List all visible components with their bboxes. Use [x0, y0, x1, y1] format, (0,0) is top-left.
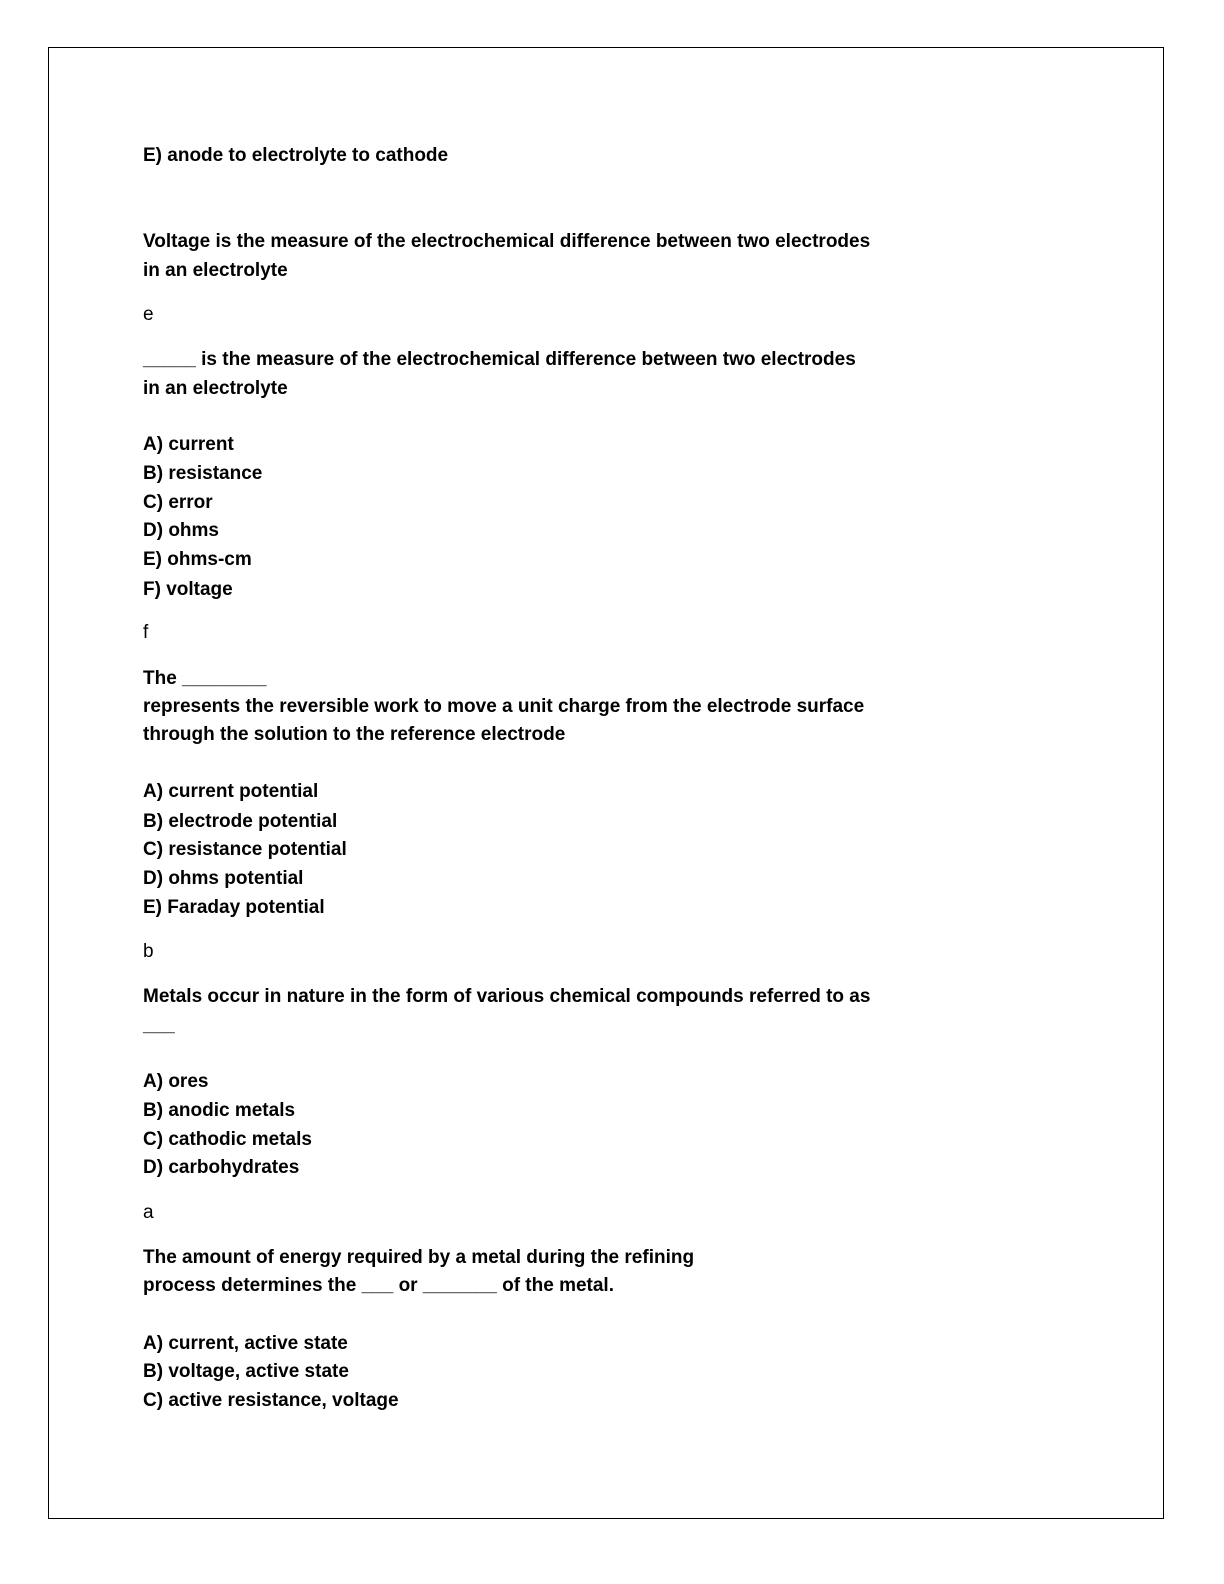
q3-option-a: A) ores — [143, 1071, 209, 1092]
q2-text-line-3: through the solution to the reference electrode — [143, 724, 566, 745]
q3-option-d: D) carbohydrates — [143, 1157, 300, 1178]
q1-option-d: D) ohms — [143, 520, 219, 541]
statement-line-1: Voltage is the measure of the electrochemical difference between two electrodes — [143, 231, 871, 252]
statement-line-2: in an electrolyte — [143, 260, 288, 281]
q4-option-a: A) current, active state — [143, 1333, 348, 1354]
q2-text-line-1: The ________ — [143, 668, 267, 689]
q2-option-d: D) ohms potential — [143, 868, 304, 889]
q1-option-f: F) voltage — [143, 579, 233, 600]
answer-letter: e — [143, 304, 154, 325]
q4-text-line-1: The amount of energy required by a metal during the refining — [143, 1247, 695, 1268]
q1-option-b: B) resistance — [143, 463, 263, 484]
q2-option-b: B) electrode potential — [143, 811, 338, 832]
q3-option-c: C) cathodic metals — [143, 1129, 312, 1150]
q1-option-a: A) current — [143, 434, 234, 455]
q3-text-line-1: Metals occur in nature in the form of various chemical compounds referred to as — [143, 986, 871, 1007]
q1-option-e: E) ohms-cm — [143, 549, 252, 570]
q3-text-line-2: ___ — [143, 1015, 175, 1036]
answer-letter: f — [143, 622, 149, 643]
prev-option-e: E) anode to electrolyte to cathode — [143, 145, 449, 166]
answer-letter: b — [143, 941, 154, 962]
q1-text-line-2: in an electrolyte — [143, 378, 288, 399]
q2-option-a: A) current potential — [143, 781, 319, 802]
q3-option-b: B) anodic metals — [143, 1100, 296, 1121]
q2-text-line-2: represents the reversible work to move a unit charge from the electrode surface — [143, 696, 865, 717]
q1-option-c: C) error — [143, 492, 213, 513]
q4-option-b: B) voltage, active state — [143, 1361, 349, 1382]
q4-text-line-2: process determines the ___ or _______ of the metal. — [143, 1275, 614, 1296]
q2-option-e: E) Faraday potential — [143, 897, 325, 918]
q4-option-c: C) active resistance, voltage — [143, 1390, 399, 1411]
q1-text-line-1: _____ is the measure of the electrochemical difference between two electrodes — [143, 349, 856, 370]
answer-letter: a — [143, 1202, 154, 1223]
q2-option-c: C) resistance potential — [143, 839, 347, 860]
